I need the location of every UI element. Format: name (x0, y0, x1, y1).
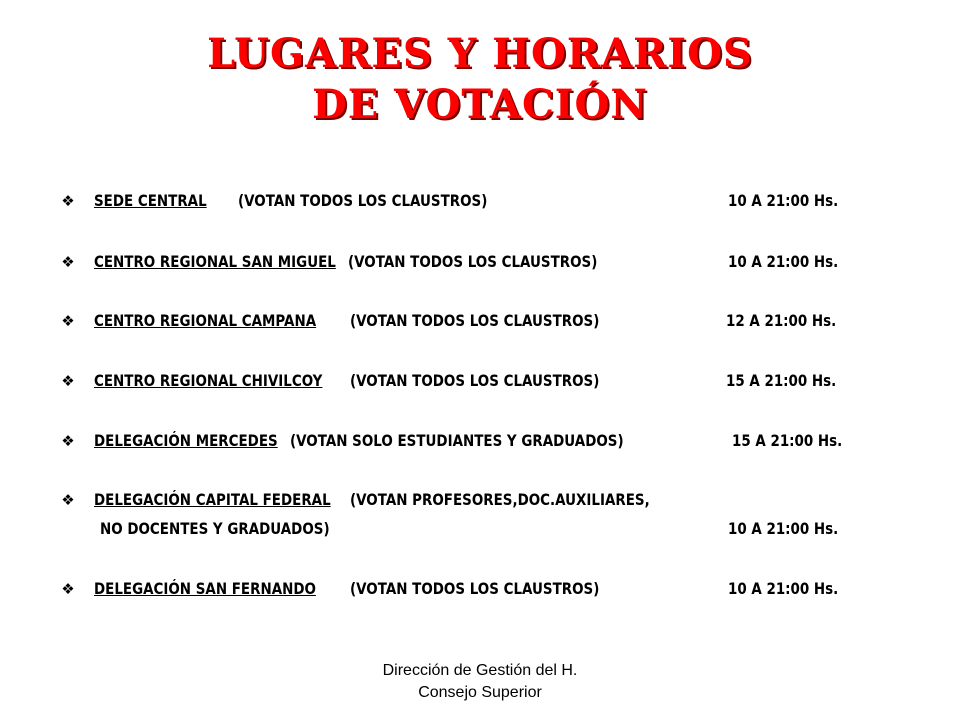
location-voters: (VOTAN PROFESORES,DOC.AUXILIARES, (350, 490, 650, 509)
location-voters: (VOTAN TODOS LOS CLAUSTROS) (350, 579, 600, 598)
footer (320, 660, 640, 704)
footer-line-2: Consejo Superior (418, 684, 542, 701)
location-hours: 10 A 21:00 Hs. (728, 191, 839, 210)
location-item-capital-federal-cont (58, 516, 918, 542)
location-item-sede-central (58, 188, 918, 214)
location-name: DELEGACIÓN CAPITAL FEDERAL (94, 490, 331, 509)
four-diamond-bullet-icon: ❖ (61, 432, 75, 450)
location-name: CENTRO REGIONAL CHIVILCOY (94, 371, 323, 390)
location-name: DELEGACIÓN MERCEDES (94, 431, 278, 450)
footer-line-1: Dirección de Gestión del H. (382, 662, 578, 679)
four-diamond-bullet-icon: ❖ (61, 580, 75, 598)
location-hours: 10 A 21:00 Hs. (728, 519, 839, 538)
four-diamond-bullet-icon: ❖ (61, 372, 75, 390)
location-voters: (VOTAN TODOS LOS CLAUSTROS) (350, 371, 600, 390)
location-name: DELEGACIÓN SAN FERNANDO (94, 579, 316, 598)
location-item-capital-federal (58, 487, 918, 513)
location-name: CENTRO REGIONAL CAMPANA (94, 311, 317, 330)
four-diamond-bullet-icon: ❖ (61, 253, 75, 271)
location-voters: (VOTAN TODOS LOS CLAUSTROS) (350, 311, 600, 330)
location-hours: 15 A 21:00 Hs. (732, 431, 843, 450)
location-item-san-fernando (58, 576, 918, 602)
location-item-campana (58, 308, 918, 334)
page-title-line-2: DE VOTACIÓN (312, 81, 648, 128)
location-hours: 10 A 21:00 Hs. (728, 579, 839, 598)
location-item-san-miguel (58, 249, 918, 275)
four-diamond-bullet-icon: ❖ (61, 491, 75, 509)
four-diamond-bullet-icon: ❖ (61, 192, 75, 210)
four-diamond-bullet-icon: ❖ (61, 312, 75, 330)
location-voters: (VOTAN TODOS LOS CLAUSTROS) (238, 191, 488, 210)
location-voters: (VOTAN TODOS LOS CLAUSTROS) (348, 252, 598, 271)
location-item-mercedes (58, 428, 918, 454)
location-hours: 12 A 21:00 Hs. (726, 311, 837, 330)
location-hours: 10 A 21:00 Hs. (728, 252, 839, 271)
location-name: CENTRO REGIONAL SAN MIGUEL (94, 252, 336, 271)
location-item-chivilcoy (58, 368, 918, 394)
location-voters: (VOTAN SOLO ESTUDIANTES Y GRADUADOS) (290, 431, 624, 450)
page-title-line-1: LUGARES Y HORARIOS (207, 30, 753, 77)
location-voters-continued: NO DOCENTES Y GRADUADOS) (100, 519, 330, 538)
location-hours: 15 A 21:00 Hs. (726, 371, 837, 390)
location-name: SEDE CENTRAL (94, 191, 207, 210)
